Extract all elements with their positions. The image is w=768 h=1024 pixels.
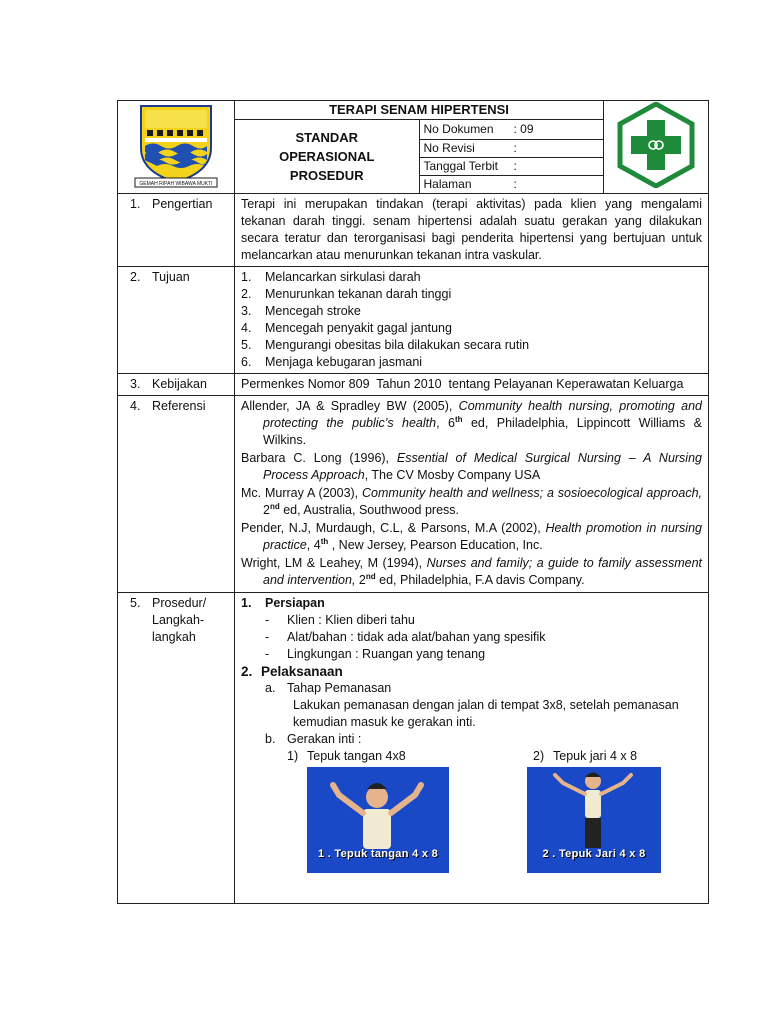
row-pengertian: 1. Pengertian Terapi ini merupakan tindakan (terapi aktivitas) pada klien yang mengalami tekanan darah tinggi. senam hipertensi adalah suatu gerakan yang dilakukan secara teratur dan terorganisasi bagi penderita hipertensi yang bertujuan untuk melancarkan atau menurunkan tekanan intra vaskular. (118, 194, 709, 267)
reference-item: Barbara C. Long (1996), Essential of Medical Surgical Nursing – A Nursing Process Approach, The CV Mosby Company USA (241, 451, 702, 482)
sop-document (117, 100, 709, 904)
meta-revision: No Revisi : (419, 140, 604, 158)
core-moves-heading: b. Gerakan inti : (265, 732, 362, 746)
reference-item: Wright, LM & Leahey, M (1994), Nurses and family; a guide to family assessment and intervention, 2nd ed, Philadelphia, F.A davis Company. (241, 556, 702, 587)
label-kebijakan: Kebijakan (152, 377, 207, 391)
move-2-label: 2) Tepuk jari 4 x 8 (533, 749, 638, 763)
label-prosedur-2: Langkah- (152, 613, 205, 627)
list-item: 5. Mengurangi obesitas bila dilakukan secara rutin (241, 338, 530, 352)
reference-item: Mc. Murray A (2003), Community health and wellness; a sosioecological approach, 2nd ed, Australia, Southwood press. (241, 486, 702, 517)
reference-list (235, 396, 709, 593)
row-prosedur: 5. Prosedur/ Langkah- langkah 1. Persiapan - Klien : Klien diberi tahu - Alat/bahan : tidak ada alat/bahan yang spesifik - Lingkungan : Ruangan yang tenang 2. Pelaksanaan a. Tahap Pemanasan Lakukan pemanasan dengan jalan di tempat 3x8, setelah pemanasan kemudian masuk ke gerakan inti. b. Gerakan inti : 1) Tepuk tangan 4x8 2) Tepuk jari 4 x 8 1 . Tepuk tangan 4 x 8 2 . Tepuk Jari 4 x 8 (118, 593, 709, 904)
sop-line-3: PROSEDUR (289, 168, 364, 183)
procedure-table (117, 193, 709, 904)
tujuan-list (241, 269, 702, 371)
row-kebijakan: 3. Kebijakan Permenkes Nomor 809 Tahun 2010 tentang Pelayanan Keperawatan Keluarga (118, 374, 709, 396)
label-tujuan: Tujuan (152, 270, 190, 284)
move-2-caption: 2 . Tepuk Jari 4 x 8 (542, 848, 646, 860)
reference-item: Allender, JA & Spradley BW (2005), Community health nursing, promoting and protecting the public’s health, 6th ed, Philadelphia, Lippincott Williams & Wilkins. (241, 399, 702, 447)
document-title: TERAPI SENAM HIPERTENSI (235, 101, 604, 120)
list-item: 1. Melancarkan sirkulasi darah (241, 270, 421, 284)
regional-emblem-icon (131, 102, 221, 188)
sop-line-2: OPERASIONAL (279, 149, 375, 164)
sop-line-1: STANDAR (295, 130, 359, 145)
list-item: 2. Menurunkan tekanan darah tinggi (241, 287, 452, 301)
moves-labels (241, 748, 702, 765)
move-1-label: 1) Tepuk tangan 4x8 (287, 749, 406, 763)
pengertian-text: Terapi ini merupakan tindakan (terapi aktivitas) pada klien yang mengalami tekanan darah tinggi. senam hipertensi adalah suatu gerakan yang dilakukan secara teratur dan terorganisasi bagi penderita hipertensi yang bertujuan untuk melancarkan atau menurunkan tekanan intra vaskular. (235, 194, 709, 267)
list-item: - Alat/bahan : tidak ada alat/bahan yang spesifik (265, 630, 546, 644)
meta-page: Halaman : (419, 176, 604, 194)
list-item: - Klien : Klien diberi tahu (265, 613, 415, 627)
sop-label (235, 120, 420, 194)
health-cross-cell (604, 101, 709, 194)
list-item: - Lingkungan : Ruangan yang tenang (265, 647, 486, 661)
reference-item: Pender, N.J, Murdaugh, C.L, & Parsons, M.A (2002), Health promotion in nursing practice, 4th , New Jersey, Pearson Education, Inc. (241, 521, 702, 552)
row-tujuan: 2. Tujuan 1. Melancarkan sirkulasi darah 2. Menurunkan tekanan darah tinggi 3. Mencegah stroke 4. Mencegah penyakit gagal jantung 5. Mengurangi obesitas bila dilakukan secara rutin 6. Menjaga kebugaran jasmani (118, 267, 709, 374)
label-pengertian: Pengertian (152, 197, 213, 211)
warmup-heading: a. Tahap Pemanasan (265, 681, 392, 695)
moves-photos (241, 767, 702, 877)
move-1-caption: 1 . Tepuk tangan 4 x 8 (317, 848, 439, 860)
persiapan-heading: 1. Persiapan (241, 596, 325, 610)
label-prosedur-1: Prosedur/ (152, 596, 207, 610)
label-referensi: Referensi (152, 399, 206, 413)
meta-document-number: No Dokumen : 09 (419, 120, 604, 140)
regional-emblem-cell (118, 101, 235, 194)
meta-issue-date: Tanggal Terbit : (419, 158, 604, 176)
list-item: 4. Mencegah penyakit gagal jantung (241, 321, 452, 335)
list-item: 6. Menjaga kebugaran jasmani (241, 355, 423, 369)
pelaksanaan-heading: 2. Pelaksanaan (241, 664, 343, 679)
list-item: 3. Mencegah stroke (241, 304, 361, 318)
kebijakan-text: Permenkes Nomor 809 Tahun 2010 tentang Pelayanan Keperawatan Keluarga (235, 374, 709, 396)
move-2-photo (527, 767, 661, 873)
header-table (117, 100, 709, 194)
prosedur-content (235, 593, 709, 904)
health-cross-icon (616, 102, 696, 188)
move-1-photo (307, 767, 449, 873)
emblem-motto: GEMAH RIPAH WIBAWA MUKTI (139, 180, 213, 187)
row-referensi: 4. Referensi Allender, JA & Spradley BW (2005), Community health nursing, promoting and protecting the public’s health, 6th ed, Philadelphia, Lippincott Williams & Wilkins. Barbara C. Long (1996), Essential of Medical Surgical Nursing – A Nursing Process Approach, The CV Mosby Company USA Mc. Murray A (2003), Community health and wellness; a sosioecological approach, 2nd ed, Australia, Southwood press. Pender, N.J, Murdaugh, C.L, & Parsons, M.A (2002), Health promotion in nursing practice, 4th , New Jersey, Pearson Education, Inc. Wright, LM & Leahey, M (1994), Nurses and family; a guide to family assessment and intervention, 2nd ed, Philadelphia, F.A davis Company. (118, 396, 709, 593)
warmup-text: Lakukan pemanasan dengan jalan di tempat 3x8, setelah pemanasan kemudian masuk ke gerakan inti. (293, 698, 679, 729)
label-prosedur-3: langkah (152, 630, 196, 644)
